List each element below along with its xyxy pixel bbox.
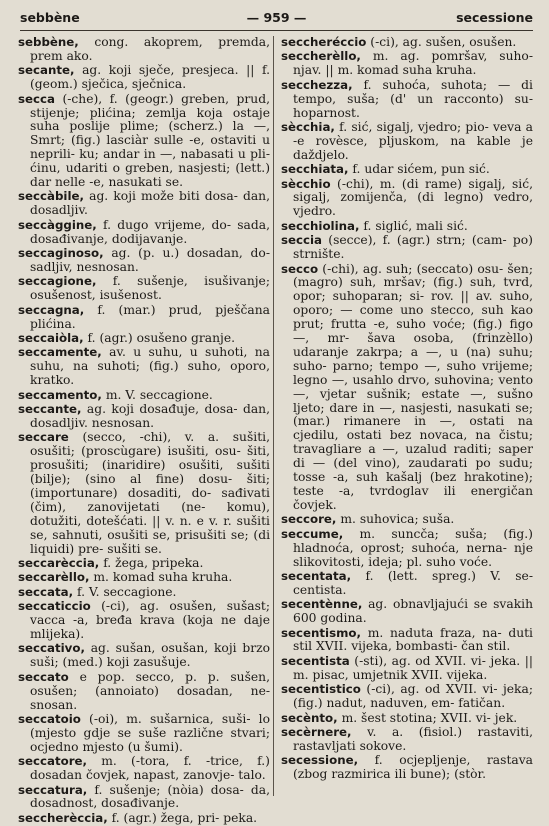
- entry-headword: sècchia,: [281, 119, 335, 134]
- left-column: [18, 36, 270, 826]
- entry-definition: (-chi), m. (di rame) sigalj, sić, sigalj, zomijenča, (di legno) vedro, vjedro.: [293, 176, 533, 219]
- entry-definition: ag. koji sječe, presjeca. || f. (geom.) sječica, sječnica.: [30, 63, 270, 92]
- entry-definition: m. suhovica; suša.: [340, 512, 455, 527]
- dictionary-entry: [18, 93, 270, 190]
- entry-headword: seccata,: [18, 584, 74, 599]
- entry-definition: (secco, -chi), v. a. sušiti, osušiti; (proscùgare) isušiti, osu- šiti, prosušiti; (inaridire) osušiti, sušiti (bilje); (sino al fine) dosu- šiti; (importunare) dosaditi, do- sađivati (čim), zanovijetati (ne- komu), dotužiti, dotešćati. || v. n. e v. r. sušiti se, sahnuti, osušiti se, prisušiti se; (di liquidi) pre- sušiti se.: [30, 430, 270, 556]
- entry-headword: seccatoio: [18, 712, 81, 726]
- entry-definition: f. dugo vrijeme, do- sada, dosađivanje, dodijavanje.: [30, 217, 270, 246]
- dictionary-entry: [18, 571, 270, 585]
- dictionary-entry: [18, 713, 270, 755]
- entry-definition: m. naduta fraza, na- duti stil XVII. vijeka, bombasti- čan stil.: [293, 625, 533, 654]
- entry-definition: m. V. seccagione.: [105, 387, 213, 402]
- entry-definition: ag. koji dosađuje, dosa- dan, dosadljiv. nesnosan.: [30, 402, 270, 430]
- entry-headword: sècchio: [281, 176, 331, 191]
- dictionary-entry: [18, 557, 270, 571]
- entry-definition: m. komad suha kruha.: [93, 570, 233, 585]
- entry-headword: secco: [281, 261, 319, 276]
- dictionary-entry: [281, 570, 533, 598]
- entry-definition: m. (-tora, f. -trice, f.) dosadan čovjek, napast, zanovje- talo.: [30, 754, 270, 783]
- page-number: — 959 —: [246, 10, 307, 25]
- dictionary-entry: [18, 247, 270, 275]
- entry-headword: secentismo,: [281, 625, 361, 640]
- header-first-word: sebbène: [20, 10, 80, 25]
- dictionary-entry: [281, 513, 533, 527]
- entry-headword: seccare: [18, 430, 69, 445]
- dictionary-entry: [18, 389, 270, 403]
- entry-definition: ag. sušan, osušan, koji brzo suši; (med.) koji zasušuje.: [30, 641, 270, 670]
- entry-headword: secchezza,: [281, 77, 353, 92]
- dictionary-entry: [18, 784, 270, 812]
- entry-headword: seccativo,: [18, 641, 85, 656]
- dictionary-entry: [281, 655, 533, 683]
- entry-headword: seccume,: [281, 526, 344, 541]
- dictionary-entry: [281, 178, 533, 220]
- entry-headword: seccatura,: [18, 782, 88, 797]
- dictionary-entry: [281, 234, 533, 262]
- dictionary-entry: [18, 586, 270, 600]
- entry-definition: (-sti), ag. od XVII. vi- jeka. || m. pisac, umjetnik XVII. vijeka.: [293, 653, 533, 682]
- entry-headword: seccia: [281, 233, 323, 248]
- dictionary-entry: [281, 683, 533, 711]
- entry-headword: secca: [18, 91, 55, 106]
- dictionary-entry: [281, 598, 533, 626]
- dictionary-entry: [18, 403, 270, 431]
- dictionary-entry: [18, 219, 270, 247]
- dictionary-entry: [18, 346, 270, 388]
- running-header: [20, 10, 533, 28]
- dictionary-entry: [281, 50, 533, 78]
- entry-definition: e pop. secco, p. p. sušen, osušen; (annoiato) dosadan, ne- snosan.: [30, 669, 270, 712]
- entry-definition: m. ag. pomršav, suho- njav. || m. komad suha kruha.: [293, 49, 533, 78]
- dictionary-entry: [281, 36, 533, 50]
- dictionary-entry: [18, 64, 270, 92]
- dictionary-entry: [18, 304, 270, 332]
- entry-definition: f. (mar.) prud, pješčana plićina.: [30, 302, 270, 331]
- dictionary-entry: [281, 263, 533, 513]
- entry-headword: seccarèllo,: [18, 570, 90, 585]
- dictionary-entry: [18, 36, 270, 64]
- entry-headword: seccatore,: [18, 754, 88, 769]
- entry-definition: f. (lett. spreg.) V. se- centista.: [293, 568, 533, 597]
- entry-definition: (-ci), ag. osušen, sušast; vacca -a, bređa krava (koja ne daje mlijeka).: [30, 599, 270, 642]
- entry-definition: av. u suhu, u suhoti, na suhu, na suhoti; (fig.) suho, oporo, kratko.: [30, 345, 270, 388]
- entry-definition: f. suhoća, suhota; — di tempo, suša; (d' un racconto) su- hoparnost.: [293, 77, 533, 120]
- entry-headword: sebbène,: [18, 35, 79, 49]
- entry-definition: m. šest stotina; XVII. vi- jek.: [341, 710, 518, 725]
- entry-headword: secchiata,: [281, 162, 349, 177]
- dictionary-entry: [18, 600, 270, 642]
- dictionary-entry: [281, 712, 533, 726]
- entry-definition: f. žega, pripeka.: [103, 556, 204, 571]
- dictionary-entry: [18, 332, 270, 346]
- entry-definition: f. siglić, mali sić.: [363, 218, 468, 233]
- entry-headword: seccaticcio: [18, 599, 91, 614]
- entry-headword: secentènne,: [281, 597, 363, 612]
- dictionary-entry: [18, 642, 270, 670]
- entry-definition: (-oi), m. sušarnica, suši- lo (mjesto gdje se suše različne stvari; ocjedno mjesto (u šumi).: [30, 712, 270, 754]
- entry-definition: f. sušenje; (nòia) dosa- da, dosadnost, dosađivanje.: [30, 782, 270, 811]
- entry-headword: secchiolina,: [281, 218, 360, 233]
- entry-definition: v. a. (fisiol.) rastaviti, rastavljati sokove.: [293, 724, 533, 753]
- dictionary-entry: [281, 121, 533, 163]
- entry-headword: seccàggine,: [18, 217, 97, 232]
- entry-definition: (-ci), ag. od XVII. vi- jeka; (fig.) nadut, naduven, em- fatičan.: [293, 682, 533, 711]
- dictionary-entry: [18, 275, 270, 303]
- entry-definition: f. (agr.) žega, pri- peka.: [111, 810, 258, 825]
- entry-headword: secessione,: [281, 753, 359, 768]
- dictionary-entry: [18, 190, 270, 218]
- entry-headword: seccherèccia,: [18, 810, 108, 825]
- entry-headword: seccaginoso,: [18, 246, 104, 261]
- entry-headword: secentista: [281, 653, 350, 668]
- dictionary-entry: [18, 812, 270, 826]
- column-divider: [273, 36, 274, 796]
- entry-definition: ag. obnavljajući se svakih 600 godina.: [293, 597, 533, 626]
- dictionary-entry: [281, 726, 533, 754]
- dictionary-entry: [281, 79, 533, 121]
- entry-headword: seccherèllo,: [281, 49, 361, 64]
- entry-definition: f. udar sićem, pun sić.: [352, 162, 490, 177]
- dictionary-entry: [281, 220, 533, 234]
- header-rule: [20, 30, 533, 31]
- entry-definition: (secce), f. (agr.) strn; (cam- po) strnište.: [293, 233, 533, 262]
- entry-definition: f. sušenje, isušivanje; osušenost, isušenost.: [30, 274, 270, 303]
- entry-definition: cong. akoprem, premda, prem ako.: [30, 35, 270, 63]
- entry-headword: seccamento,: [18, 387, 102, 402]
- dictionary-entry: [281, 528, 533, 570]
- entry-headword: seccagione,: [18, 274, 97, 289]
- entry-definition: m. suncča; suša; (fig.) hladnoća, oprost; suhoća, nerna- nje slikovitosti, ideja; pl. suho voće.: [293, 526, 533, 569]
- entry-headword: seccato: [18, 669, 69, 684]
- entry-headword: seccarèccia,: [18, 556, 100, 571]
- dictionary-entry: [18, 671, 270, 713]
- entry-definition: f. V. seccagione.: [76, 584, 177, 599]
- entry-headword: secentata,: [281, 568, 352, 583]
- entry-headword: secentistico: [281, 682, 361, 697]
- entry-definition: f. (agr.) osušeno granje.: [87, 331, 236, 346]
- entry-headword: secante,: [18, 63, 75, 78]
- right-column: [281, 36, 533, 783]
- entry-headword: seccamente,: [18, 345, 102, 360]
- entry-headword: seccore,: [281, 512, 337, 527]
- header-last-word: secessione: [456, 10, 533, 25]
- dictionary-entry: [18, 431, 270, 556]
- entry-headword: secènto,: [281, 710, 338, 725]
- entry-definition: ag. (p. u.) dosadan, do- sadljiv, nesnosan.: [30, 246, 270, 274]
- entry-headword: seccaiòla,: [18, 331, 84, 346]
- entry-headword: seccagna,: [18, 302, 85, 317]
- dictionary-entry: [18, 755, 270, 783]
- entry-definition: ag. koji može biti dosa- dan, dosadljiv.: [30, 189, 270, 218]
- entry-headword: seccàbile,: [18, 189, 84, 204]
- entry-definition: (-ci), ag. sušen, osušen.: [370, 35, 517, 49]
- entry-headword: seccheréccio: [281, 35, 367, 49]
- dictionary-entry: [281, 754, 533, 782]
- dictionary-entry: [281, 163, 533, 177]
- entry-headword: seccante,: [18, 402, 82, 417]
- entry-definition: (-chi), ag. suh; (seccato) osu- šen; (magro) suh, mršav; (fig.) suh, tvrd, opor; suhoparan; si- rov. || av. suho, oporo; — come uno stecco, suh kao prut; frutta -e, suho voće; (fig.) figo —, mr- šava osoba, (frinzèllo) udaranje zakrpa; a —, u (na) suhu; suho- parno; tempo —, suho vrijeme; legno —, usahlo drvo, suhovina; vento —, vjetar sušnik; estate —, sušno ljeto; dare in —, nasjesti, nasukati se; (mar.) rimanere in —, ostati na cjedilu, ostati bez novaca, na čistu; travagliare a —, uzalud raditi; saper di — (del vino), zaudarati po sudu; tosse -a, suh kašalj (bez hrakotine); teste -a, tvrdoglav ili energičan čovjek.: [293, 261, 533, 512]
- dictionary-entry: [281, 627, 533, 655]
- entry-definition: f. sić, sigalj, vjedro; pio- veva a -e rovèsce, pljuskom, na kable je daždjelo.: [293, 119, 533, 162]
- entry-headword: secèrnere,: [281, 724, 352, 739]
- entry-definition: f. ocjepljenje, rastava (zbog razmirica ili bune); (stòr.: [293, 753, 533, 782]
- entry-definition: (-che), f. (geogr.) greben, prud, stijenje; plićina; zemlja koja ostaje suha poslije plime; (scherz.) la —, Smrt; (fig.) lasciàr sulle -e, ostaviti u neprili- ku; andar in —, nabasati u pli- ćinu, udariti o greben, nasjesti; (lett.) dar nelle -e, nasukati se.: [30, 91, 270, 190]
